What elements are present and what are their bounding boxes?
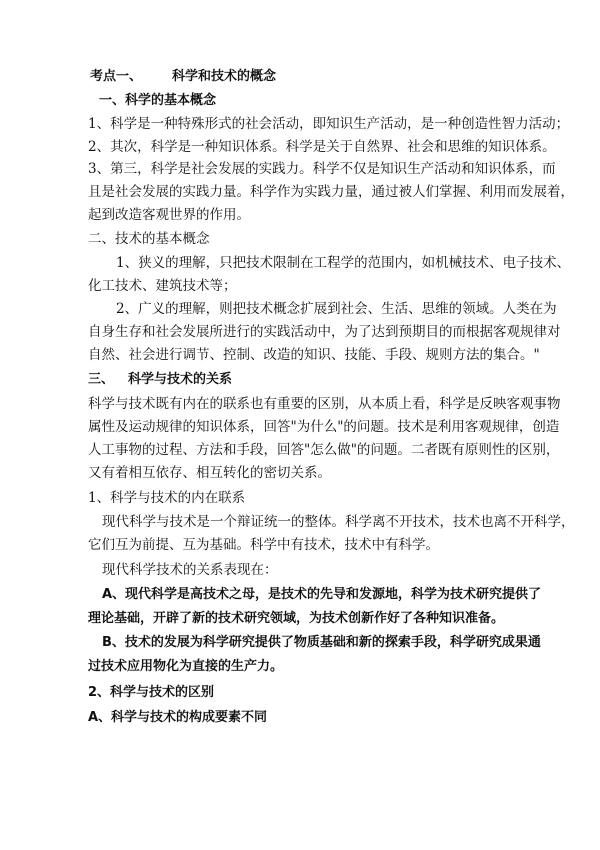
heading-science-concept: 一、科学的基本概念 (99, 93, 217, 108)
paragraph-relationship-line: 科学与技术既有内在的联系也有重要的区别，从本质上看，科学是反映客观事物 (88, 396, 561, 412)
paragraph-connection-line: 它们互为前提、互为基础。科学中有技术，技术中有科学。 (88, 537, 439, 553)
section-title (90, 67, 276, 87)
heading-technology-concept: 二、技术的基本概念 (88, 231, 210, 247)
subheading-difference: 2、科学与技术的区别 (88, 685, 215, 700)
heading-text: 科学与技术的关系 (128, 372, 233, 387)
section-title-text: 科学和技术的概念 (172, 69, 277, 84)
paragraph-science-3-line: 且是社会发展的实践力量。科学作为实践力量，通过被人们掌握、利用而发展着， (88, 184, 574, 200)
point-a-line: A、现代科学是高技术之母，是技术的先导和发源地，科学为技术研究提供了 (102, 587, 542, 602)
point-a-line: 理论基础，开辟了新的技术研究领域，为技术创新作好了各种知识准备。 (88, 611, 505, 626)
paragraph-science-2: 2、其次，科学是一种知识体系。科学是关于自然界、社会和思维的知识体系。 (88, 139, 556, 155)
paragraph-connection-line: 现代科学与技术是一个辩证统一的整体。科学离不开技术，技术也离不开科学， (102, 514, 575, 530)
section-number: 考点一、 (90, 69, 143, 84)
paragraph-tech-1-line: 1、狭义的理解，只把技术限制在工程学的范围内，如机械技术、电子技术、 (116, 255, 571, 271)
heading-relationship (88, 370, 232, 390)
paragraph-tech-1-line: 化工技术、建筑技术等； (88, 278, 237, 294)
point-b-line: B、技术的发展为科学研究提供了物质基础和新的探索手段，科学研究成果通 (102, 635, 541, 650)
paragraph-relationship-line: 人工事物的过程、方法和手段，回答"怎么做"的问题。二者既有原则性的区别， (88, 442, 560, 458)
heading-number: 三、 (88, 372, 115, 387)
subheading-internal-connection: 1、科学与技术的内在联系 (88, 490, 246, 506)
paragraph-science-3-line: 3、第三，科学是社会发展的实践力。科学不仅是知识生产活动和知识体系，而 (88, 161, 556, 177)
paragraph-relationship-line: 又有着相互依存、相互转化的密切关系。 (88, 465, 331, 481)
paragraph-science-1: 1、科学是一种特殊形式的社会活动，即知识生产活动，是一种创造性智力活动； (88, 116, 570, 132)
paragraph-tech-2-line: 自然、社会进行调节、控制、改造的知识、技能、手段、规则方法的集合。" (88, 347, 540, 363)
paragraph-science-3-line: 起到改造客观世界的作用。 (88, 207, 250, 223)
paragraph-connection-intro: 现代科学技术的关系表现在： (102, 562, 278, 578)
point-b-line: 过技术应用物化为直接的生产力。 (88, 659, 284, 674)
paragraph-tech-2-line: 2、广义的理解，则把技术概念扩展到社会、生活、思维的领域。人类在为 (116, 301, 557, 317)
difference-point-a: A、科学与技术的构成要素不同 (88, 710, 268, 725)
paragraph-tech-2-line: 自身生存和社会发展所进行的实践活动中，为了达到预期目的而根据客观规律对 (88, 324, 561, 340)
paragraph-relationship-line: 属性及运动规律的知识体系，回答"为什么"的问题。技术是利用客观规律，创造 (88, 419, 560, 435)
